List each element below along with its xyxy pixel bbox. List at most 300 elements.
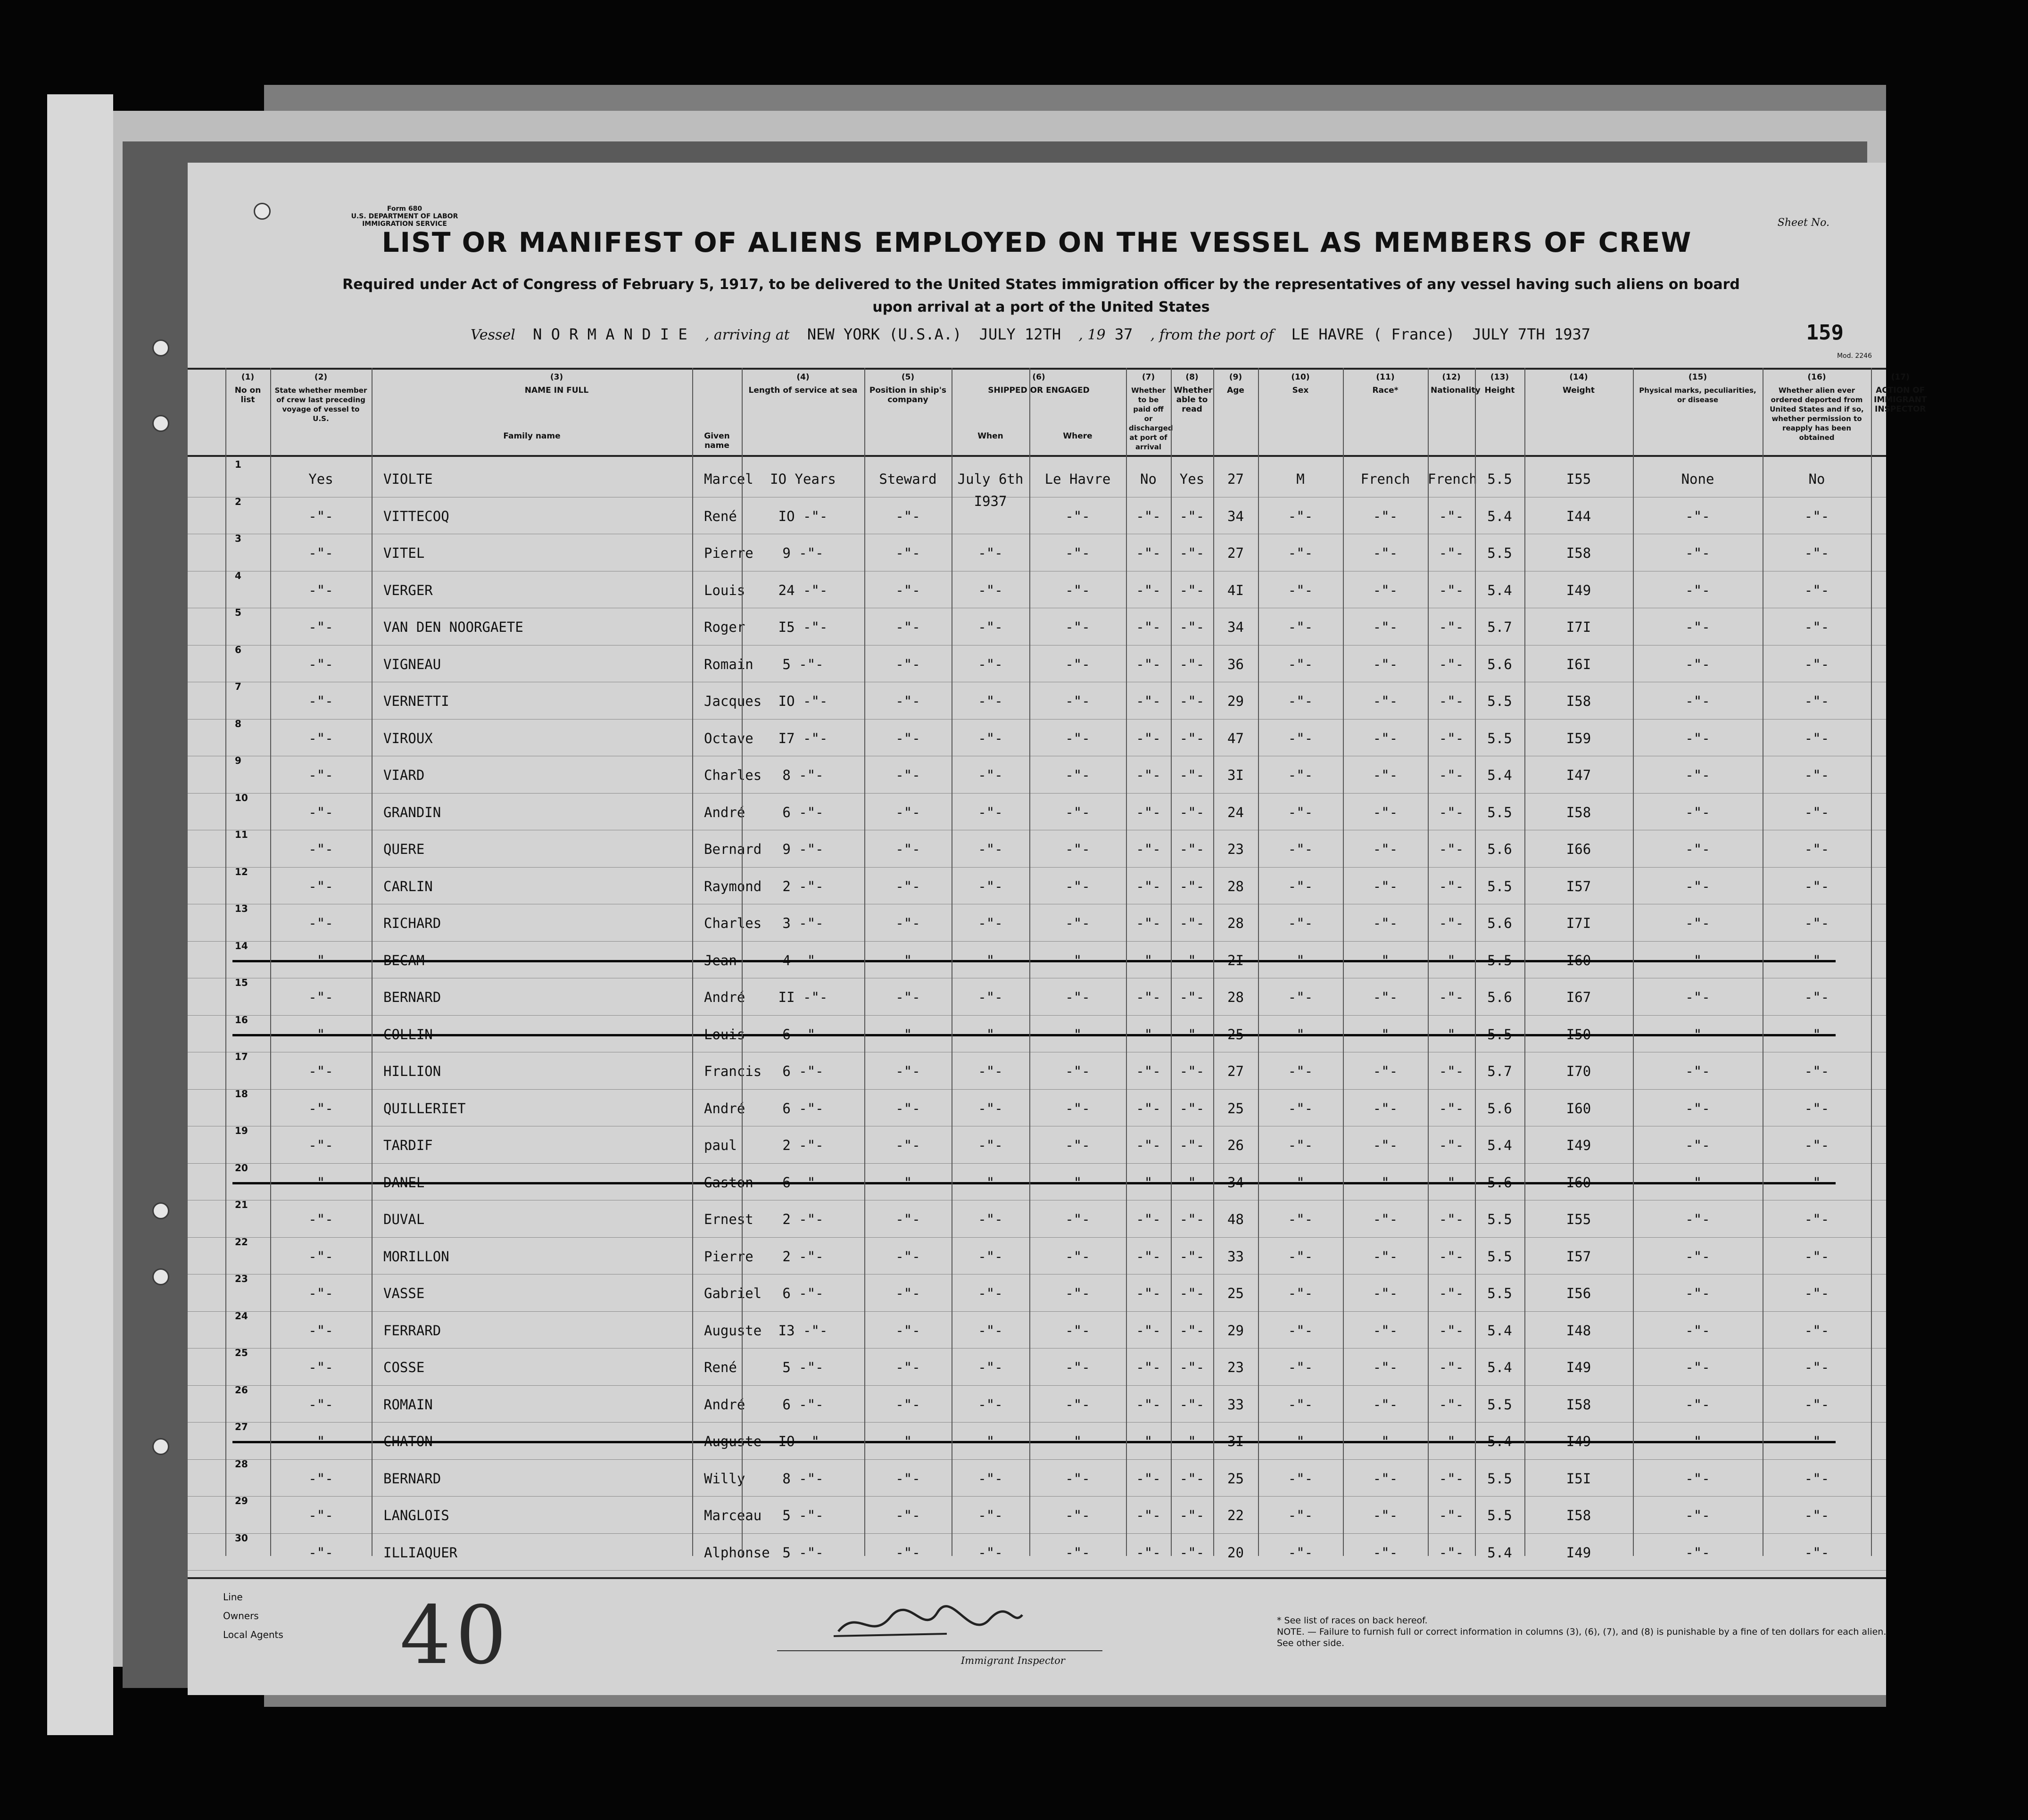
column-rule [1633,368,1634,1556]
paid-off-cell: -"- [1136,915,1161,931]
column-header [1524,372,1633,395]
shipped-where-cell: -"- [1065,1285,1090,1301]
line-number: 17 [235,1051,248,1062]
shipped-where-cell: -"- [1065,619,1090,635]
physical-marks-cell: -"- [1685,1026,1710,1042]
local-agents-label: Local Agents [223,1629,283,1640]
sex-cell: -"- [1288,1470,1313,1487]
line-number: 16 [235,1014,248,1026]
height-cell: 5.5 [1487,1470,1512,1487]
height-cell: 5.4 [1487,1359,1512,1375]
prev-voyage-cell: -"- [308,545,333,561]
arrival-date: JULY 12TH [979,325,1061,343]
given-name-cell: Gaston [704,1174,753,1191]
service-length-cell: 24 -"- [778,582,828,598]
family-name-cell: VAN DEN NOORGAETE [383,619,523,635]
physical-marks-cell: -"- [1685,1211,1710,1227]
nationality-cell: -"- [1439,730,1464,746]
race-cell: -"- [1373,1063,1398,1079]
age-cell: 20 [1227,1544,1244,1561]
table-row [188,571,1886,608]
able-to-read-cell: -"- [1179,1174,1205,1191]
deported-cell: -"- [1804,804,1829,820]
shipped-where-cell: -"- [1065,508,1090,524]
age-cell: 29 [1227,1322,1244,1339]
family-name-cell: VITEL [383,545,425,561]
height-cell: 5.5 [1487,1285,1512,1301]
race-cell: -"- [1373,1507,1398,1523]
deported-cell: -"- [1804,582,1829,598]
form-subtitle: Required under Act of Congress of February 5, 1917, to be delivered to the United States immigration officer by the representatives of any vessel having such aliens on board upon arrival at a port of the United States [342,276,1740,315]
header-top-rule [188,368,1886,370]
given-name-cell: Roger [704,619,745,635]
service-length-cell: IO -"- [778,1433,828,1449]
height-cell: 5.4 [1487,1137,1512,1153]
physical-marks-cell: -"- [1685,1248,1710,1265]
punch-hole [254,203,271,220]
service: IMMIGRATION SERVICE [362,220,447,228]
shipped-when-cell: -"- [978,1100,1003,1117]
column-label: Nationality [1431,386,1481,395]
given-name-cell: Auguste [704,1433,762,1449]
deported-cell: -"- [1804,693,1829,709]
race-cell: -"- [1373,693,1398,709]
line-number: 12 [235,866,248,877]
family-name-cell: ROMAIN [383,1396,433,1413]
height-cell: 5.5 [1487,1211,1512,1227]
column-header [1633,372,1763,405]
weight-cell: I60 [1566,1174,1591,1191]
age-cell: 34 [1227,619,1244,635]
age-cell: 27 [1227,545,1244,561]
service-length-cell: 6 -"- [782,1396,824,1413]
nationality-cell: -"- [1439,1322,1464,1339]
able-to-read-cell: -"- [1179,693,1205,709]
weight-cell: I49 [1566,1544,1591,1561]
deported-cell: -"- [1804,915,1829,931]
deported-cell: -"- [1804,508,1829,524]
able-to-read-cell: -"- [1179,1100,1205,1117]
shipped-where-cell: -"- [1065,1174,1090,1191]
vessel-label: Vessel [471,327,515,343]
weight-cell: I58 [1566,804,1591,820]
paid-off-cell: -"- [1136,989,1161,1005]
column-number: (11) [1376,372,1395,382]
able-to-read-cell: -"- [1179,989,1205,1005]
able-to-read-cell: -"- [1179,1285,1205,1301]
shipped-where-cell: -"- [1065,804,1090,820]
family-name-cell: VIARD [383,767,425,783]
shipped-when-cell: -"- [978,619,1003,635]
physical-marks-cell: -"- [1685,1470,1710,1487]
position-cell: -"- [895,878,920,894]
weight-cell: I49 [1566,1359,1591,1375]
paid-off-cell: -"- [1136,1470,1161,1487]
given-name-cell: André [704,1396,745,1413]
shipped-when-cell: -"- [978,952,1003,968]
given-name-cell: René [704,508,737,524]
deported-cell: -"- [1804,1174,1829,1191]
sex-cell: -"- [1288,841,1313,857]
table-row [188,867,1886,904]
sex-cell: -"- [1288,582,1313,598]
family-name-cell: VERGER [383,582,433,598]
height-cell: 5.5 [1487,804,1512,820]
nationality-cell: -"- [1439,619,1464,635]
sex-cell: -"- [1288,878,1313,894]
paid-off-cell: -"- [1136,656,1161,672]
position-cell: -"- [895,1359,920,1375]
weight-cell: I60 [1566,952,1591,968]
line-number: 1 [235,459,241,470]
form-identifier [343,205,466,228]
column-label: SHIPPED OR ENGAGED [988,386,1090,395]
family-name-cell: VERNETTI [383,693,449,709]
able-to-read-cell: -"- [1179,1507,1205,1523]
line-number: 18 [235,1088,248,1100]
family-name-cell: VIROUX [383,730,433,746]
prev-voyage-cell: -"- [308,804,333,820]
punch-hole [152,1268,169,1285]
header-bottom-rule [188,455,1886,457]
punch-hole [152,415,169,432]
weight-cell: I58 [1566,545,1591,561]
weight-cell: I67 [1566,989,1591,1005]
paid-off-cell: -"- [1136,582,1161,598]
column-label: Position in ship's company [869,386,947,405]
shipped-where-cell: -"- [1065,989,1090,1005]
physical-marks-cell: -"- [1685,508,1710,524]
given-name-cell: Willy [704,1470,745,1487]
service-length-cell: 6 -"- [782,804,824,820]
nationality-cell: -"- [1439,545,1464,561]
race-cell: French [1360,471,1410,487]
age-cell: 47 [1227,730,1244,746]
position-cell: -"- [895,582,920,598]
paid-off-cell: -"- [1136,1248,1161,1265]
shipped-when-cell: I937 [974,493,1007,509]
able-to-read-cell: -"- [1179,1359,1205,1375]
service-length-cell: 2 -"- [782,1137,824,1153]
position-cell: -"- [895,1211,920,1227]
line-label: Line [223,1591,243,1603]
race-cell: -"- [1373,804,1398,820]
prev-voyage-cell: -"- [308,1285,333,1301]
race-cell: -"- [1373,1248,1398,1265]
service-length-cell: 6 -"- [782,1285,824,1301]
physical-marks-cell: -"- [1685,656,1710,672]
owners-label: Owners [223,1610,259,1621]
line-number: 21 [235,1199,248,1210]
strike-through-line [232,1182,1836,1184]
shipped-when-cell: -"- [978,1396,1003,1413]
height-cell: 5.4 [1487,1544,1512,1561]
position-cell: -"- [895,1470,920,1487]
given-name-cell: Octave [704,730,753,746]
race-cell: -"- [1373,1100,1398,1117]
column-rule [270,368,271,1556]
table-row [188,830,1886,867]
race-cell: -"- [1373,1470,1398,1487]
shipped-when-cell: -"- [978,1063,1003,1079]
table-row [188,1533,1886,1570]
shipped-where-cell: -"- [1065,1470,1090,1487]
position-cell: -"- [895,989,920,1005]
prev-voyage-cell: -"- [308,767,333,783]
column-header [1475,372,1524,395]
age-cell: 24 [1227,804,1244,820]
paid-off-cell: -"- [1136,767,1161,783]
service-length-cell: 5 -"- [782,1359,824,1375]
age-cell: 25 [1227,1470,1244,1487]
able-to-read-cell: -"- [1179,619,1205,635]
able-to-read-cell: -"- [1179,1433,1205,1449]
race-cell: -"- [1373,1322,1398,1339]
column-header [1428,372,1481,395]
column-rule [1524,368,1525,1556]
table-row [188,1126,1886,1163]
shipped-where-cell: -"- [1065,952,1090,968]
weight-cell: I59 [1566,730,1591,746]
nationality-cell: -"- [1439,1433,1464,1449]
column-label: State whether member of crew last preceding voyage of vessel to U.S. [274,386,367,423]
position-cell: -"- [895,545,920,561]
position-cell: -"- [895,1396,920,1413]
footnote [1277,1615,1890,1649]
shipped-when-cell: -"- [978,693,1003,709]
given-name-cell: Charles [704,767,762,783]
column-label: Sex [1292,386,1309,395]
manifest-sheet [188,163,1927,1695]
prev-voyage-cell: -"- [308,952,333,968]
prev-voyage-cell: -"- [308,1137,333,1153]
column-rule [1428,368,1429,1556]
age-cell: 29 [1227,693,1244,709]
shipped-when-cell: July 6th [957,471,1024,487]
height-cell: 5.5 [1487,1248,1512,1265]
given-name-cell: paul [704,1137,737,1153]
weight-cell: I58 [1566,1396,1591,1413]
deported-cell: No [1808,471,1825,487]
sex-cell: -"- [1288,1026,1313,1042]
weight-cell: I58 [1566,1507,1591,1523]
sex-cell: -"- [1288,1285,1313,1301]
physical-marks-cell: -"- [1685,1544,1710,1561]
service-length-cell: 2 -"- [782,1248,824,1265]
line-number: 2 [235,496,241,507]
position-cell: Steward [879,471,937,487]
sex-cell: -"- [1288,1322,1313,1339]
column-number: (8) [1185,372,1199,382]
column-rule [225,368,226,1556]
deported-cell: -"- [1804,1211,1829,1227]
position-cell: -"- [895,619,920,635]
column-number: (14) [1569,372,1588,382]
departure-date: JULY 7TH 1937 [1472,325,1591,343]
weight-cell: I7I [1566,619,1591,635]
family-name-cell: QUILLERIET [383,1100,466,1117]
given-name-cell: Charles [704,915,762,931]
race-note: * See list of races on back hereof. [1277,1615,1428,1626]
sheet-number-label: Sheet No. [1777,217,1829,229]
age-cell: 36 [1227,656,1244,672]
given-name-cell: André [704,1100,745,1117]
deported-cell: -"- [1804,730,1829,746]
column-label: Weight [1563,386,1595,395]
age-cell: 3I [1227,1433,1244,1449]
column-rule [1258,368,1259,1556]
sex-cell: -"- [1288,1396,1313,1413]
physical-marks-cell: -"- [1685,804,1710,820]
paid-off-cell: -"- [1136,1211,1161,1227]
service-length-cell: I5 -"- [778,619,828,635]
stamp-number: 159 [1806,321,1844,345]
height-cell: 5.5 [1487,545,1512,561]
shipped-when-cell: -"- [978,1544,1003,1561]
departure-port: LE HAVRE ( France) [1291,325,1455,343]
deported-cell: -"- [1804,1433,1829,1449]
service-length-cell: 6 -"- [782,1063,824,1079]
physical-marks-cell: None [1681,471,1714,487]
table-row [188,534,1886,571]
shipped-when-cell: -"- [978,1507,1003,1523]
table-row [188,1459,1886,1496]
column-subheader: Family name [503,431,561,441]
column-subheader: Given name [704,431,730,450]
race-cell: -"- [1373,1544,1398,1561]
column-number: (7) [1142,372,1155,382]
shipped-where-cell: Le Havre [1044,471,1111,487]
physical-marks-cell: -"- [1685,989,1710,1005]
line-number: 28 [235,1458,248,1470]
position-cell: -"- [895,841,920,857]
line-number: 25 [235,1347,248,1358]
column-rule [1343,368,1344,1556]
given-name-cell: Pierre [704,545,753,561]
able-to-read-cell: -"- [1179,1322,1205,1339]
column-rule [742,368,743,1556]
paid-off-cell: -"- [1136,693,1161,709]
punch-hole [152,339,169,356]
prev-voyage-cell: -"- [308,1544,333,1561]
column-label: Whether able to read [1174,386,1213,414]
shipped-where-cell: -"- [1065,915,1090,931]
prev-voyage-cell: -"- [308,1063,333,1079]
service-length-cell: 8 -"- [782,1470,824,1487]
deported-cell: -"- [1804,878,1829,894]
table-row [188,1496,1886,1533]
prev-voyage-cell: -"- [308,1359,333,1375]
nationality-cell: -"- [1439,1211,1464,1227]
race-cell: -"- [1373,1396,1398,1413]
able-to-read-cell: -"- [1179,1470,1205,1487]
column-header [270,372,372,423]
paid-off-cell: -"- [1136,1063,1161,1079]
sex-cell: -"- [1288,1359,1313,1375]
column-header [1258,372,1343,395]
table-row [188,1163,1886,1200]
paid-off-cell: -"- [1136,804,1161,820]
able-to-read-cell: -"- [1179,1248,1205,1265]
race-cell: -"- [1373,767,1398,783]
column-header [1763,372,1871,442]
table-row [188,904,1886,941]
nationality-cell: -"- [1439,952,1464,968]
height-cell: 5.6 [1487,1100,1512,1117]
given-name-cell: Romain [704,656,753,672]
shipped-when-cell: -"- [978,804,1003,820]
prev-voyage-cell: -"- [308,619,333,635]
race-cell: -"- [1373,1359,1398,1375]
given-name-cell: Raymond [704,878,762,894]
service-length-cell: 9 -"- [782,841,824,857]
sex-cell: -"- [1288,1248,1313,1265]
inspector-signature [829,1598,1027,1655]
prev-voyage-cell: -"- [308,508,333,524]
position-cell: -"- [895,1544,920,1561]
race-cell: -"- [1373,878,1398,894]
paid-off-cell: -"- [1136,1433,1161,1449]
height-cell: 5.5 [1487,471,1512,487]
column-number: (10) [1291,372,1310,382]
deported-cell: -"- [1804,545,1829,561]
nationality-cell: -"- [1439,804,1464,820]
family-name-cell: DANEL [383,1174,425,1191]
prev-voyage-cell: -"- [308,1248,333,1265]
physical-marks-cell: -"- [1685,952,1710,968]
column-header [952,372,1126,441]
position-cell: -"- [895,730,920,746]
weight-cell: I6I [1566,656,1591,672]
column-label: Whether alien ever ordered deported from United States and if so, whether permission to reapply has been obtained [1770,386,1864,442]
given-name-cell: Bernard [704,841,762,857]
nationality-cell: -"- [1439,1137,1464,1153]
race-cell: -"- [1373,1137,1398,1153]
punch-hole [152,1438,169,1455]
position-cell: -"- [895,508,920,524]
shipped-when-cell: -"- [978,582,1003,598]
line-number: 3 [235,533,241,544]
physical-marks-cell: -"- [1685,1100,1710,1117]
shipped-where-cell: -"- [1065,693,1090,709]
age-cell: 34 [1227,508,1244,524]
shipped-when-cell: -"- [978,767,1003,783]
department: U.S. DEPARTMENT OF LABOR [351,213,458,220]
given-name-cell: Jean [704,952,737,968]
shipped-when-cell: -"- [978,1174,1003,1191]
line-number: 10 [235,792,248,803]
weight-cell: I5I [1566,1470,1591,1487]
table-row [188,978,1886,1015]
arrival-year: 37 [1114,325,1133,343]
physical-marks-cell: -"- [1685,619,1710,635]
able-to-read-cell: -"- [1179,1211,1205,1227]
given-name-cell: André [704,804,745,820]
family-name-cell: VITTECOQ [383,508,449,524]
race-cell: -"- [1373,508,1398,524]
height-cell: 5.5 [1487,1396,1512,1413]
age-cell: 2I [1227,952,1244,968]
service-length-cell: 5 -"- [782,1544,824,1561]
paid-off-cell: -"- [1136,1100,1161,1117]
given-name-cell: André [704,989,745,1005]
nationality-cell: -"- [1439,1396,1464,1413]
race-cell: -"- [1373,656,1398,672]
service-length-cell: 2 -"- [782,878,824,894]
given-name-cell: Louis [704,582,745,598]
column-number: (15) [1688,372,1707,382]
shipped-when-cell: -"- [978,1137,1003,1153]
